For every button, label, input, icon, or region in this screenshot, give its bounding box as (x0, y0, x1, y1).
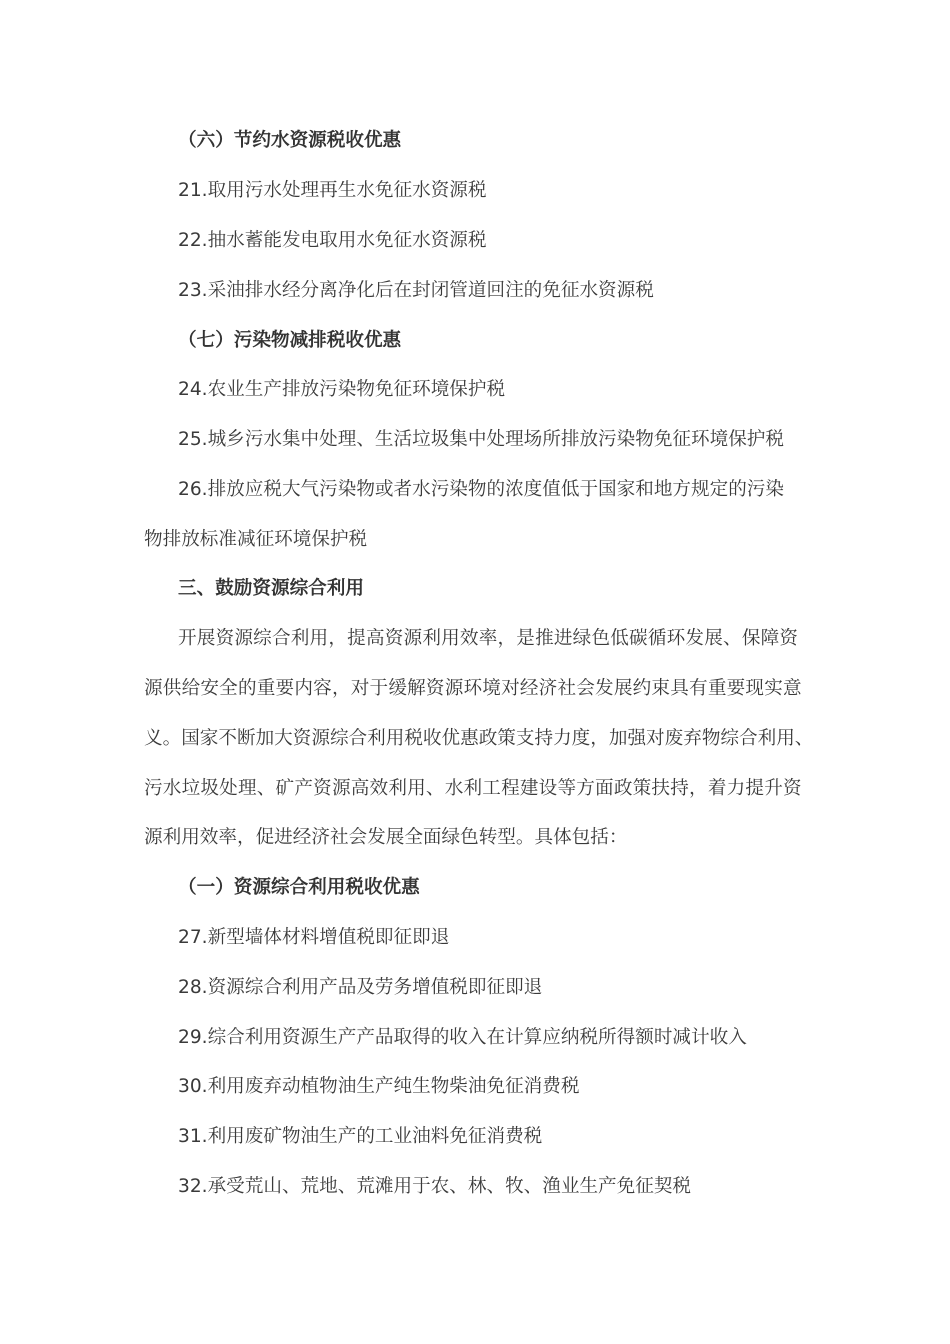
list-item: 27.新型墙体材料增值税即征即退 (178, 927, 450, 948)
list-item: 22.抽水蓄能发电取用水免征水资源税 (178, 230, 487, 251)
paragraph-line: 源供给安全的重要内容，对于缓解资源环境对经济社会发展约束具有重要现实意 (144, 678, 802, 699)
subheading-resource-utilization: （一）资源综合利用税收优惠 (178, 877, 420, 898)
list-item: 26.排放应税大气污染物或者水污染物的浓度值低于国家和地方规定的污染 (178, 479, 784, 500)
paragraph-line: 开展资源综合利用，提高资源利用效率，是推进绿色低碳循环发展、保障资 (178, 628, 799, 649)
subheading-pollution-reduction: （七）污染物减排税收优惠 (178, 330, 402, 351)
list-item: 32.承受荒山、荒地、荒滩用于农、林、牧、渔业生产免征契税 (178, 1176, 692, 1197)
paragraph-line: 源利用效率，促进经济社会发展全面绿色转型。具体包括： (144, 827, 628, 848)
paragraph-line: 污水垃圾处理、矿产资源高效利用、水利工程建设等方面政策扶持，着力提升资 (144, 778, 802, 799)
list-item: 24.农业生产排放污染物免征环境保护税 (178, 379, 506, 400)
list-item: 21.取用污水处理再生水免征水资源税 (178, 180, 487, 201)
list-item: 30.利用废弃动植物油生产纯生物柴油免征消费税 (178, 1076, 580, 1097)
list-item: 28.资源综合利用产品及劳务增值税即征即退 (178, 977, 543, 998)
list-item: 23.采油排水经分离净化后在封闭管道回注的免征水资源税 (178, 280, 654, 301)
list-item-continuation: 物排放标准减征环境保护税 (144, 529, 368, 550)
paragraph-line: 义。国家不断加大资源综合利用税收优惠政策支持力度，加强对废弃物综合利用、 (144, 728, 814, 749)
list-item: 29.综合利用资源生产产品取得的收入在计算应纳税所得额时减计收入 (178, 1027, 747, 1048)
subheading-water-resource: （六）节约水资源税收优惠 (178, 130, 402, 151)
list-item: 31.利用废矿物油生产的工业油料免征消费税 (178, 1126, 543, 1147)
section-heading: 三、鼓励资源综合利用 (178, 578, 364, 599)
list-item: 25.城乡污水集中处理、生活垃圾集中处理场所排放污染物免征环境保护税 (178, 429, 784, 450)
